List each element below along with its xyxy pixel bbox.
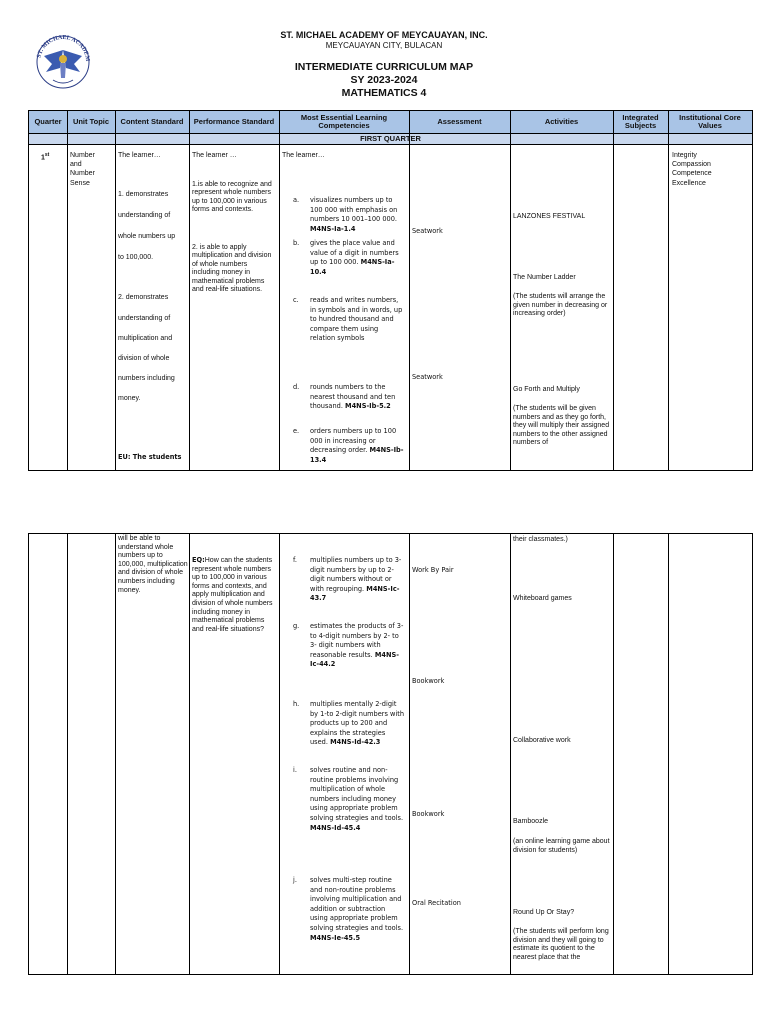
- melc-marker: j.: [293, 876, 297, 884]
- assessment-item: Bookwork: [412, 810, 445, 818]
- unit-topic: [70, 151, 114, 188]
- melc-text: multiplies mentally 2-digit by 1-to 2-digit numbers with products up to 200 and explains the strategies used.: [310, 700, 405, 747]
- melc-intro: The learner…: [282, 152, 325, 159]
- quarter-value: [41, 151, 49, 163]
- content-standard-line: division of whole: [118, 355, 170, 362]
- melc-item-h: [310, 700, 405, 748]
- activity-description: (The students will perform long division and they will going to estimate its quotient to the nearest place that the: [513, 928, 609, 961]
- col-header-assessment: Assessment: [437, 117, 482, 126]
- title-line-3: MATHEMATICS 4: [341, 87, 427, 99]
- melc-marker: c.: [293, 296, 299, 304]
- unit-topic-line: and: [70, 161, 82, 169]
- melc-code: M4NS-Ib-13.4: [310, 446, 404, 464]
- assessment-item: Seatwork: [412, 227, 443, 235]
- content-standard-line: understanding of: [118, 315, 171, 322]
- melc-marker: d.: [293, 383, 300, 391]
- activity-title: Go Forth and Multiply: [513, 386, 580, 393]
- melc-text: solves routine and non-routine problems involving multiplication of whole numbers including money using appropriate problem solving strategies and tools.: [310, 766, 404, 822]
- melc-marker: g.: [293, 622, 300, 630]
- core-value: Excellence: [672, 179, 706, 187]
- core-value: Competence: [672, 170, 712, 178]
- melc-text: gives the place value and value of a digit in numbers up to 100 000.: [310, 239, 399, 267]
- melc-code: M4NS-Id-45.4: [310, 823, 361, 832]
- content-standard-eu: EU: The students: [118, 453, 182, 461]
- col-header-core-values: Institutional Core Values: [679, 113, 741, 130]
- melc-text: visualizes numbers up to 100 000 with emphasis on numbers 10 001–100 000.: [310, 196, 398, 224]
- activity-description: (an online learning game about division for students): [513, 838, 610, 854]
- melc-item-g: [310, 622, 405, 670]
- essential-question: [192, 556, 277, 634]
- col-header-melc: Most Essential Learning Competencies: [300, 113, 388, 130]
- melc-code: M4NS-Ib-5.2: [345, 402, 391, 411]
- content-standard-intro: The learner…: [118, 152, 161, 159]
- col-header-integrated-subjects: Integrated Subjects: [622, 113, 659, 130]
- activity-title: Round Up Or Stay?: [513, 909, 575, 916]
- melc-code: M4NS-Ie-45.5: [310, 933, 361, 942]
- document-title: [0, 61, 768, 100]
- melc-item-b: [310, 239, 405, 277]
- content-standard-line: numbers including: [118, 375, 175, 382]
- content-standard-line: whole numbers up: [118, 233, 176, 240]
- melc-marker: a.: [293, 196, 300, 204]
- melc-item-a: [310, 196, 405, 234]
- melc-text: orders numbers up to 100 000 in increasing or decreasing order.: [310, 427, 397, 455]
- school-city: MEYCAUAYAN CITY, BULACAN: [325, 41, 443, 50]
- assessment-item: Oral Recitation: [412, 899, 461, 907]
- col-header-performance-standard: Performance Standard: [193, 117, 275, 126]
- quarter-band: FIRST QUARTER: [29, 133, 752, 144]
- melc-item-i: [310, 766, 405, 833]
- col-header-unit-topic: Unit Topic: [72, 117, 110, 126]
- assessment-item: Work By Pair: [412, 566, 454, 574]
- col-header-quarter: Quarter: [34, 117, 62, 126]
- school-name: ST. MICHAEL ACADEMY OF MEYCAUAYAN, INC.: [280, 30, 488, 40]
- melc-marker: h.: [293, 700, 300, 708]
- melc-text: reads and writes numbers, in symbols and in words, up to hundred thousand and compare them using relation symbols: [310, 296, 403, 343]
- melc-text: multiplies numbers up to 3-digit numbers by up to 2-digit numbers without or with regrouping.: [310, 556, 402, 593]
- melc-code: M4NS-Ia-1.4: [310, 224, 356, 233]
- assessment-item: Bookwork: [412, 677, 445, 685]
- activity-title: The Number Ladder: [513, 274, 576, 281]
- activity-description: (The students will arrange the given number in decreasing or increasing order): [513, 293, 608, 318]
- title-line-1: INTERMEDIATE CURRICULUM MAP: [294, 61, 474, 73]
- content-standard-line: multiplication and: [118, 335, 173, 342]
- curriculum-table-page-2: [28, 533, 753, 975]
- quarter-number: 1: [41, 154, 45, 162]
- core-values: [672, 151, 750, 188]
- melc-marker: e.: [293, 427, 300, 435]
- activity-title: Collaborative work: [513, 737, 571, 744]
- assessment-item: Seatwork: [412, 373, 443, 381]
- unit-topic-line: Number: [70, 170, 95, 178]
- activity-title: LANZONES FESTIVAL: [513, 213, 586, 220]
- melc-text: estimates the products of 3- to 4-digit numbers by 2- to 3- digit numbers with reasonable results.: [310, 622, 404, 659]
- eq-text: How can the students represent whole numbers up to 100,000 in various forms and contexts, and apply multiplication and division of whole numbers including money in mathematical problems and real-life situations?: [192, 557, 273, 633]
- activity-title: Bamboozle: [513, 818, 549, 825]
- melc-text: solves multi-step routine and non-routine problems involving multiplication and addition or subtraction using appropriate problem solving strategies and tools.: [310, 876, 404, 932]
- unit-topic-line: Sense: [70, 179, 90, 187]
- performance-standard-1: 1.is able to recognize and represent whole numbers up to 100,000 in various forms and contexts.: [192, 181, 272, 214]
- quarter-suffix: st: [44, 152, 50, 158]
- melc-marker: b.: [293, 239, 300, 247]
- performance-standard-intro: The learner …: [192, 152, 237, 159]
- activity-description: their classmates.): [513, 536, 568, 543]
- activity-title: Whiteboard games: [513, 595, 572, 602]
- content-standard-line: to 100,000.: [118, 254, 154, 261]
- unit-topic-line: Number: [70, 152, 95, 159]
- melc-code: M4NS-Id-42.3: [330, 738, 381, 747]
- core-value: Integrity: [672, 152, 697, 159]
- melc-code: M4NS-Ia-10.4: [310, 258, 395, 276]
- col-header-content-standard: Content Standard: [120, 117, 184, 126]
- content-standard-line: 1. demonstrates: [118, 191, 169, 198]
- melc-item-j: [310, 876, 405, 943]
- content-standard-line: 2. demonstrates: [118, 294, 169, 301]
- melc-item-c: [310, 296, 405, 344]
- melc-code: M4NS-Ic-43.7: [310, 584, 400, 603]
- core-value: Compassion: [672, 161, 711, 169]
- logo-text: ST. MICHAEL ACADEM: [36, 34, 91, 62]
- content-standard-line: money.: [118, 395, 141, 402]
- activity-description: (The students will be given numbers and as they go forth, they will multiply their assigned numbers to the other assigned numbers of: [513, 405, 610, 447]
- melc-item-e: [310, 427, 405, 465]
- melc-item-d: [310, 383, 405, 412]
- melc-code: M4NS-Ic-44.2: [310, 650, 399, 669]
- content-standard-continued: will be able to understand whole numbers up to 100,000, multiplication and division of whole numbers including money.: [118, 535, 188, 594]
- melc-text: rounds numbers to the nearest thousand and ten thousand.: [310, 383, 396, 411]
- melc-marker: f.: [293, 556, 297, 564]
- col-header-activities: Activities: [544, 117, 579, 126]
- content-standard-line: understanding of: [118, 212, 171, 219]
- eq-label: EQ:: [192, 556, 205, 564]
- melc-marker: i.: [293, 766, 297, 774]
- melc-item-f: [310, 556, 405, 604]
- curriculum-table-page-1: [28, 110, 753, 471]
- performance-standard-2: 2. is able to apply multiplication and division of whole numbers including money in mathematical problems and real-life situations.: [192, 244, 272, 294]
- title-line-2: SY 2023-2024: [350, 74, 418, 86]
